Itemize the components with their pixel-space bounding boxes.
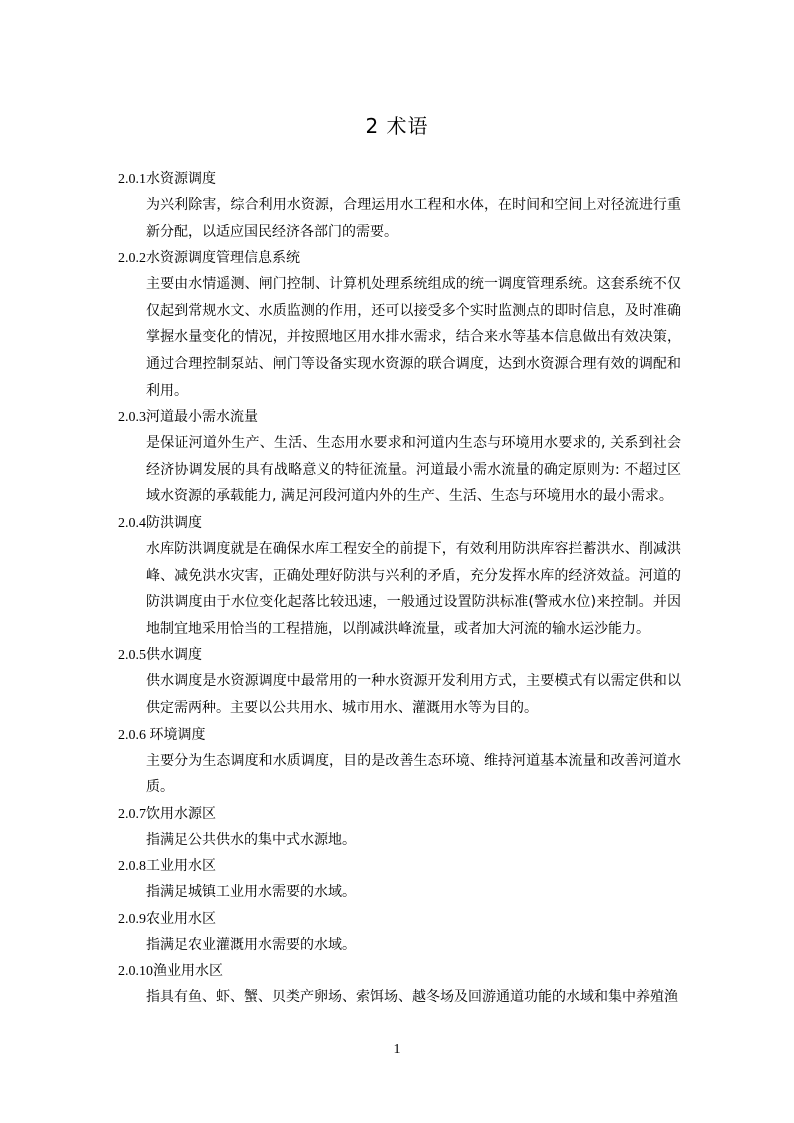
term-entry <box>118 801 688 854</box>
term-heading <box>118 510 688 536</box>
term-heading <box>118 906 688 932</box>
terms-list <box>118 166 688 1011</box>
term-heading <box>118 642 688 668</box>
term-number: 2.0.8 <box>118 859 146 875</box>
term-name: 渔业用水区 <box>153 963 223 980</box>
term-number: 2.0.3 <box>118 410 146 426</box>
term-definition: 是保证河道外生产、生活、生态用水要求和河道内生态与环境用水要求的, 关系到社会经济协调发展的具有战略意义的特征流量。河道最小需水流量的确定原则为: 不超过区域水资源的承载能力, 满足河段河道内外的生产、生活、生态与环境用水的最小需求。 <box>146 435 681 505</box>
term-heading <box>118 404 688 430</box>
term-definition: 指满足城镇工业用水需要的水域。 <box>146 884 356 901</box>
term-heading <box>118 166 688 192</box>
term-number: 2.0.5 <box>118 648 146 664</box>
term-definition: 主要由水情遥测、闸门控制、计算机处理系统组成的统一调度管理系统。这套系统不仅仅起到常规水文、水质监测的作用，还可以接受多个实时监测点的即时信息，及时准确掌握水量变化的情况，并按照地区用水排水需求，结合来水等基本信息做出有效决策，通过合理控制泵站、闸门等设备实现水资源的联合调度，达到水资源合理有效的调配和利用。 <box>146 276 681 399</box>
term-definition: 指满足农业灌溉用水需要的水域。 <box>146 936 356 953</box>
term-definition: 为兴利除害，综合利用水资源，合理运用水工程和水体，在时间和空间上对径流进行重新分配，以适应国民经济各部门的需要。 <box>146 197 681 240</box>
term-entry <box>118 404 688 510</box>
term-number: 2.0.6 <box>118 727 150 743</box>
term-definition: 供水调度是水资源调度中最常用的一种水资源开发利用方式，主要模式有以需定供和以供定需两种。主要以公共用水、城市用水、灌溉用水等为目的。 <box>146 673 681 716</box>
term-entry <box>118 958 688 1011</box>
term-number: 2.0.9 <box>118 911 146 927</box>
term-name: 工业用水区 <box>146 858 216 875</box>
term-number: 2.0.2 <box>118 251 146 267</box>
term-name: 水资源调度 <box>146 171 216 187</box>
term-number: 2.0.4 <box>118 515 146 531</box>
term-definition: 指具有鱼、虾、蟹、贝类产卵场、索饵场、越冬场及回游通道功能的水域和集中养殖渔 <box>146 989 678 1006</box>
term-number: 2.0.10 <box>118 964 153 980</box>
term-number: 2.0.7 <box>118 806 146 822</box>
term-name: 环境调度 <box>149 726 206 743</box>
term-heading <box>118 722 688 748</box>
term-entry <box>118 642 688 721</box>
term-heading <box>118 245 688 271</box>
page-number: 1 <box>393 1042 401 1057</box>
term-heading <box>118 801 688 827</box>
term-name: 防洪调度 <box>146 514 202 531</box>
term-entry <box>118 853 688 906</box>
term-definition: 水库防洪调度就是在确保水库工程安全的前提下，有效利用防洪库容拦蓄洪水、削减洪峰、减免洪水灾害，正确处理好防洪与兴利的矛盾，充分发挥水库的经济效益。河道的防洪调度由于水位变化起落比较迅速，一般通过设置防洪标准(警戒水位)来控制。并因地制宜地采用恰当的工程措施，以削减洪峰流量，或者加大河流的输水运沙能力。 <box>146 540 681 637</box>
term-entry <box>118 510 688 642</box>
term-name: 河道最小需水流量 <box>146 409 258 426</box>
term-entry <box>118 906 688 959</box>
term-entry <box>118 166 688 245</box>
term-heading <box>118 958 688 984</box>
term-entry <box>118 722 688 801</box>
term-definition: 指满足公共供水的集中式水源地。 <box>146 831 356 848</box>
term-heading <box>118 853 688 879</box>
term-name: 农业用水区 <box>146 910 216 927</box>
term-name: 供水调度 <box>146 647 202 664</box>
chapter-title: 2 术语 <box>365 114 429 138</box>
term-definition: 主要分为生态调度和水质调度，目的是改善生态环境、维持河道基本流量和改善河道水质。 <box>146 752 681 796</box>
term-entry <box>118 245 688 404</box>
term-name: 饮用水源区 <box>146 805 216 822</box>
term-number: 2.0.1 <box>118 172 146 187</box>
term-name: 水资源调度管理信息系统 <box>146 250 300 267</box>
